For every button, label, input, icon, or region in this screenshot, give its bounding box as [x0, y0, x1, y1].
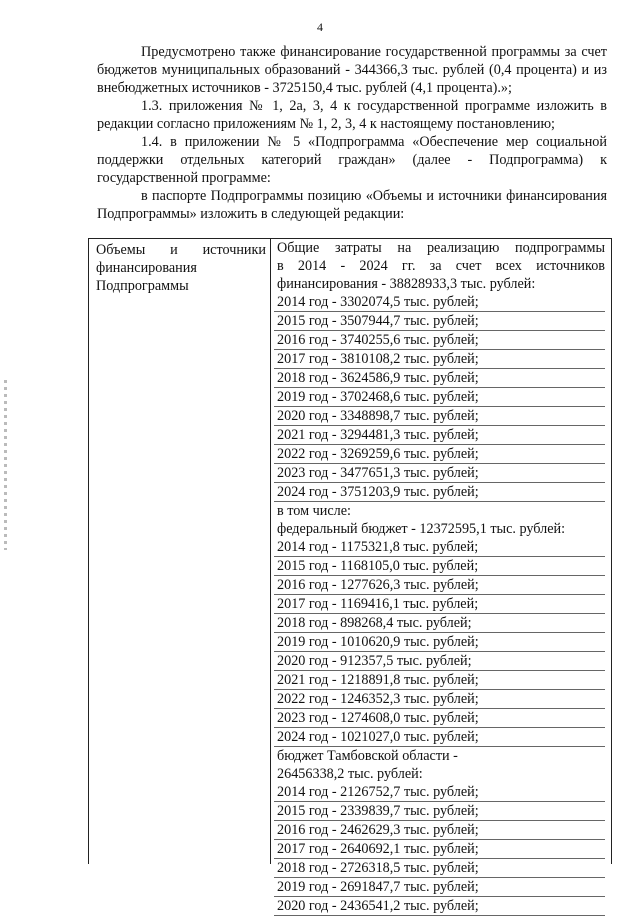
table-right-column [274, 239, 605, 914]
financing-line: 2018 год - 898268,4 тыс. рублей; [274, 614, 605, 633]
paragraph-1-4: 1.4. в приложении № 5 «Подпрограмма «Обеспечение мер социальной поддержки отдельных категорий граждан» (далее - Подпрограмма) к государственной программе: [97, 134, 607, 186]
financing-line: 2019 год - 3702468,6 тыс. рублей; [274, 388, 605, 407]
financing-line: 2019 год - 2691847,7 тыс. рублей; [274, 878, 605, 897]
financing-line: в том числе: [277, 503, 351, 519]
financing-table [88, 238, 612, 914]
financing-line: 2015 год - 1168105,0 тыс. рублей; [274, 557, 605, 576]
financing-line: 2015 год - 2339839,7 тыс. рублей; [274, 802, 605, 821]
financing-line: 2014 год - 3302074,5 тыс. рублей; [274, 293, 605, 312]
left-col-line: Подпрограммы [96, 278, 189, 294]
financing-line: 2015 год - 3507944,7 тыс. рублей; [274, 312, 605, 331]
financing-line: федеральный бюджет - 12372595,1 тыс. рублей: [277, 521, 566, 537]
financing-line: 2014 год - 2126752,7 тыс. рублей; [274, 783, 605, 802]
financing-line: 2019 год - 1010620,9 тыс. рублей; [274, 633, 605, 652]
left-col-line: Объемы и источники [96, 242, 266, 258]
financing-line: 2016 год - 1277626,3 тыс. рублей; [274, 576, 605, 595]
document-body [97, 43, 607, 223]
financing-line: Общие затраты на реализацию подпрограммы [277, 240, 605, 256]
financing-line: 2021 год - 1218891,8 тыс. рублей; [274, 671, 605, 690]
financing-line: 2014 год - 1175321,8 тыс. рублей; [274, 538, 605, 557]
financing-line: 2017 год - 3810108,2 тыс. рублей; [274, 350, 605, 369]
financing-line: 2024 год - 1021027,0 тыс. рублей; [274, 728, 605, 747]
margin-scan-artifact [4, 380, 7, 550]
left-col-line: финансирования [96, 260, 197, 276]
financing-line: 2021 год - 3294481,3 тыс. рублей; [274, 426, 605, 445]
financing-line: 2020 год - 912357,5 тыс. рублей; [274, 652, 605, 671]
financing-line: 2018 год - 2726318,5 тыс. рублей; [274, 859, 605, 878]
financing-line: 2018 год - 3624586,9 тыс. рублей; [274, 369, 605, 388]
financing-line: 2016 год - 2462629,3 тыс. рублей; [274, 821, 605, 840]
financing-line: финансирования - 38828933,3 тыс. рублей: [277, 276, 536, 292]
financing-line: 2023 год - 3477651,3 тыс. рублей; [274, 464, 605, 483]
table-left-column [89, 239, 271, 864]
financing-line: 2023 год - 1274608,0 тыс. рублей; [274, 709, 605, 728]
financing-line: 2017 год - 1169416,1 тыс. рублей; [274, 595, 605, 614]
financing-line: 2016 год - 3740255,6 тыс. рублей; [274, 331, 605, 350]
financing-line: 2020 год - 2436541,2 тыс. рублей; [274, 897, 605, 916]
financing-lines [274, 239, 605, 916]
financing-line: 2024 год - 3751203,9 тыс. рублей; [274, 483, 605, 502]
financing-line: 26456338,2 тыс. рублей: [277, 766, 423, 782]
financing-line: 2022 год - 3269259,6 тыс. рублей; [274, 445, 605, 464]
paragraph-1-3: 1.3. приложения № 1, 2а, 3, 4 к государственной программе изложить в редакции согласно приложениям № 1, 2, 3, 4 к настоящему постановлению; [97, 98, 607, 132]
financing-line: 2022 год - 1246352,3 тыс. рублей; [274, 690, 605, 709]
financing-line: в 2014 - 2024 гг. за счет всех источников [277, 258, 605, 274]
financing-line: бюджет Тамбовской области - [277, 748, 458, 764]
financing-line: 2017 год - 2640692,1 тыс. рублей; [274, 840, 605, 859]
financing-line: 2020 год - 3348898,7 тыс. рублей; [274, 407, 605, 426]
page-number: 4 [317, 20, 323, 34]
paragraph-financing: Предусмотрено также финансирование государственной программы за счет бюджетов муниципальных образований - 344366,3 тыс. рублей (0,4 процента) и из внебюджетных источников - 3725150,4 тыс. рублей (4,1 процента).»; [97, 44, 607, 96]
paragraph-passport: в паспорте Подпрограммы позицию «Объемы и источники финансирования Подпрограммы» изложить в следующей редакции: [97, 188, 607, 222]
